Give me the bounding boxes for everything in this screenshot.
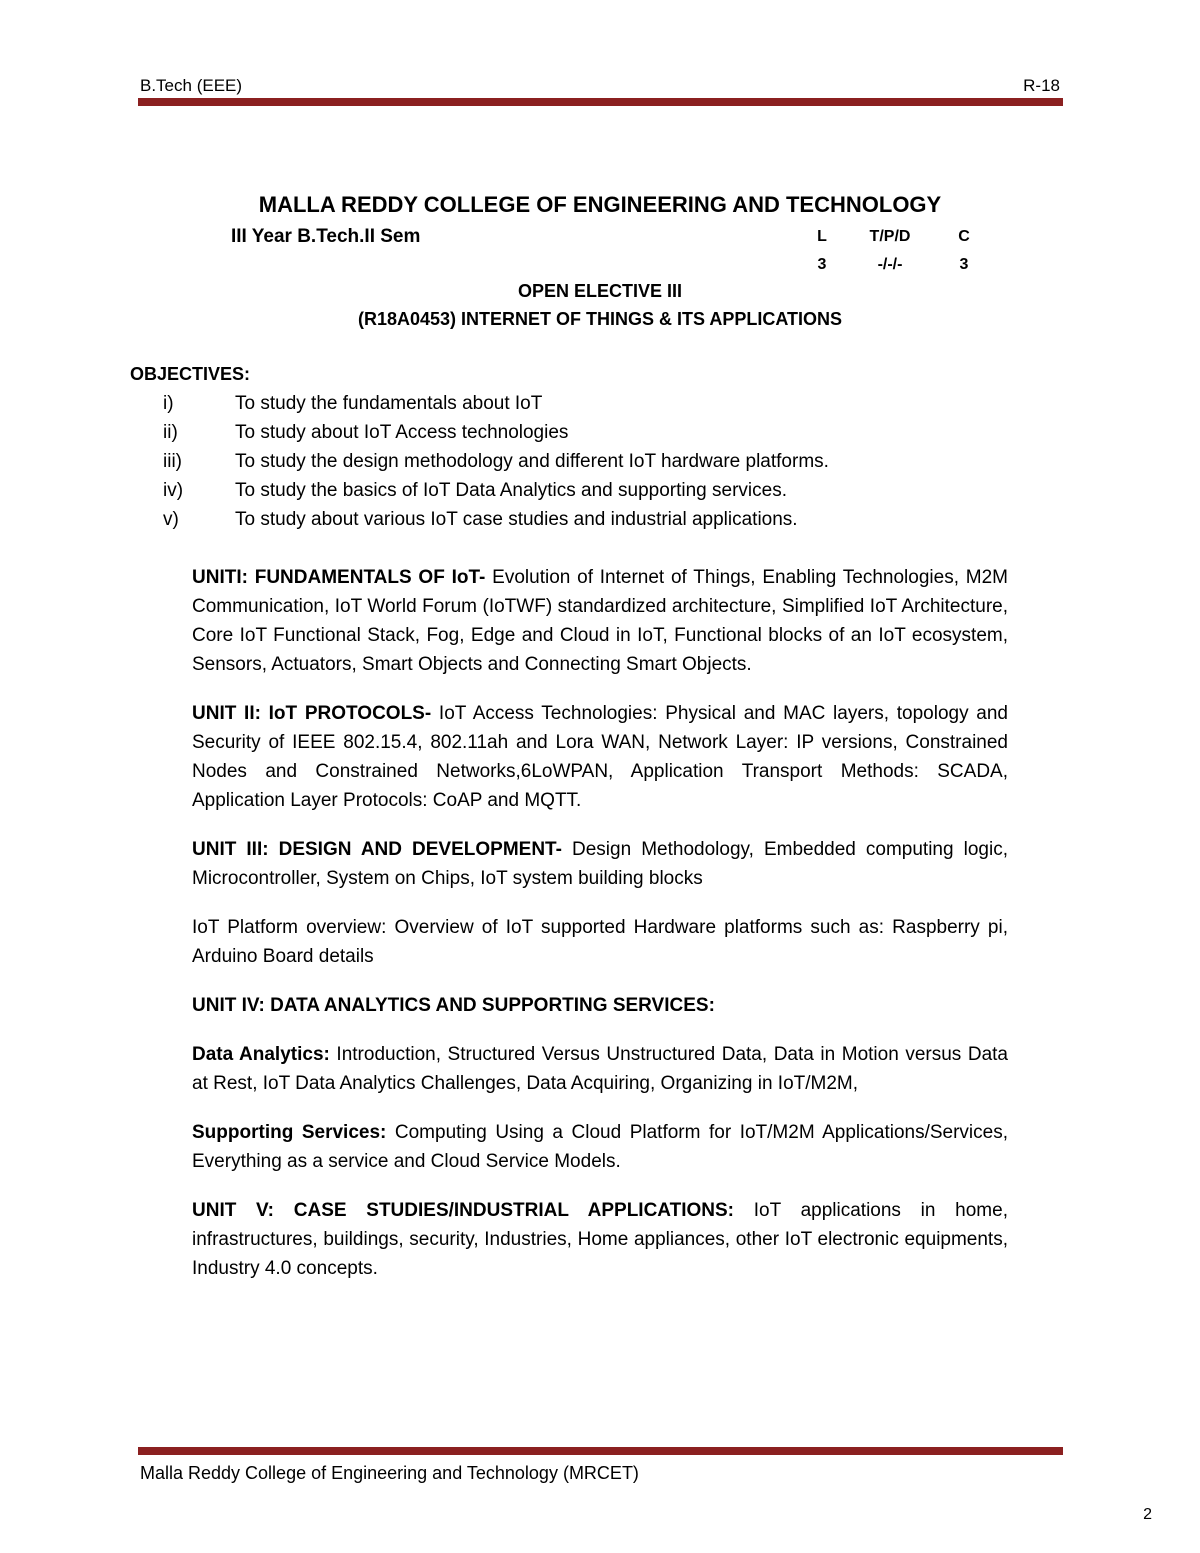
objective-item: [163, 478, 829, 507]
header-regulation: R-18: [1023, 76, 1060, 95]
ltpc-value-c: 3: [959, 256, 969, 273]
objectives-list: [163, 391, 829, 536]
data-analytics-heading: Data Analytics:: [192, 1044, 330, 1065]
objective-number: ii): [163, 422, 178, 443]
course-title: (R18A0453) INTERNET OF THINGS & ITS APPLICATIONS: [357, 309, 843, 329]
unit-1: [192, 563, 1008, 679]
unit-4-data-analytics: [192, 1040, 1008, 1098]
unit-2-text: IoT Access Technologies: Physical and MAC layers, topology and Security of IEEE 802.15.4, 802.11ah and Lora WAN, Network Layer: IP versions, Constrained Nodes and Constrained Networks,6LoWPAN, Application Transport Methods: SCADA, Application Layer Protocols: CoAP and MQTT.: [192, 703, 1008, 811]
objective-item: [163, 391, 829, 420]
objective-text: To study about IoT Access technologies: [235, 422, 569, 443]
header-rule: [138, 98, 1063, 106]
college-title: MALLA REDDY COLLEGE OF ENGINEERING AND TECHNOLOGY: [258, 192, 942, 217]
unit-2-heading: UNIT II: IoT PROTOCOLS-: [192, 703, 432, 724]
objective-text: To study the design methodology and different IoT hardware platforms.: [235, 451, 829, 472]
unit-5-text: IoT applications in home, infrastructures, buildings, security, Industries, Home appliances, other IoT electronic equipments, Industry 4.0 concepts.: [192, 1200, 1008, 1279]
objective-number: iv): [163, 480, 184, 501]
objective-number: v): [163, 509, 179, 530]
unit-5: [192, 1196, 1008, 1283]
unit-3-platforms: [192, 913, 1008, 971]
ltpc-header-tpd: T/P/D: [869, 228, 911, 245]
objectives-heading: OBJECTIVES:: [130, 364, 251, 384]
ltpc-header-c: C: [958, 228, 970, 245]
unit-2: [192, 699, 1008, 815]
supporting-services-heading: Supporting Services:: [192, 1122, 387, 1143]
objective-number: i): [163, 393, 174, 414]
unit-3: [192, 835, 1008, 893]
objective-item: [163, 507, 829, 536]
unit-3-heading: UNIT III: DESIGN AND DEVELOPMENT-: [192, 839, 562, 860]
data-analytics-text: Introduction, Structured Versus Unstructured Data, Data in Motion versus Data at Rest, IoT Data Analytics Challenges, Data Acquiring, Organizing in IoT/M2M,: [192, 1044, 1009, 1094]
ltpc-value-l: 3: [817, 256, 827, 273]
year-semester: III Year B.Tech.II Sem: [231, 226, 421, 247]
supporting-services-text: Computing Using a Cloud Platform for IoT/M2M Applications/Services, Everything as a service and Cloud Service Models.: [192, 1122, 1008, 1172]
objective-number: iii): [163, 451, 182, 472]
elective-title: OPEN ELECTIVE III: [517, 281, 683, 301]
objective-text: To study about various IoT case studies and industrial applications.: [235, 509, 798, 530]
unit-1-text: Evolution of Internet of Things, Enabling Technologies, M2M Communication, IoT World Forum (IoTWF) standardized architecture, Simplified IoT Architecture, Core IoT Functional Stack, Fog, Edge and Cloud in IoT, Functional blocks of an IoT ecosystem, Sensors, Actuators, Smart Objects and Connecting Smart Objects.: [192, 567, 1008, 675]
unit-4-supporting-services: [192, 1118, 1008, 1176]
objective-item: [163, 449, 829, 478]
unit-3-platforms-text: IoT Platform overview: Overview of IoT supported Hardware platforms such as: Raspberry pi, Arduino Board details: [192, 917, 1008, 967]
unit-5-heading: UNIT V: CASE STUDIES/INDUSTRIAL APPLICATIONS:: [192, 1200, 734, 1221]
ltpc-header-l: L: [817, 228, 827, 245]
page-number: 2: [1143, 1506, 1152, 1523]
unit-4-heading: UNIT IV: DATA ANALYTICS AND SUPPORTING SERVICES:: [192, 995, 715, 1016]
footer-rule: [138, 1447, 1063, 1455]
footer-text: Malla Reddy College of Engineering and Technology (MRCET): [140, 1463, 639, 1483]
objective-text: To study the fundamentals about IoT: [235, 393, 543, 414]
syllabus-units: [192, 563, 1008, 1303]
unit-4: [192, 991, 1008, 1020]
ltpc-value-tpd: -/-/-: [877, 256, 903, 273]
unit-3-text: Design Methodology, Embedded computing logic, Microcontroller, System on Chips, IoT system building blocks: [192, 839, 1008, 889]
unit-1-heading: UNITI: FUNDAMENTALS OF IoT-: [192, 567, 486, 588]
header-program: B.Tech (EEE): [140, 76, 243, 95]
objective-item: [163, 420, 829, 449]
objective-text: To study the basics of IoT Data Analytics and supporting services.: [235, 480, 787, 501]
